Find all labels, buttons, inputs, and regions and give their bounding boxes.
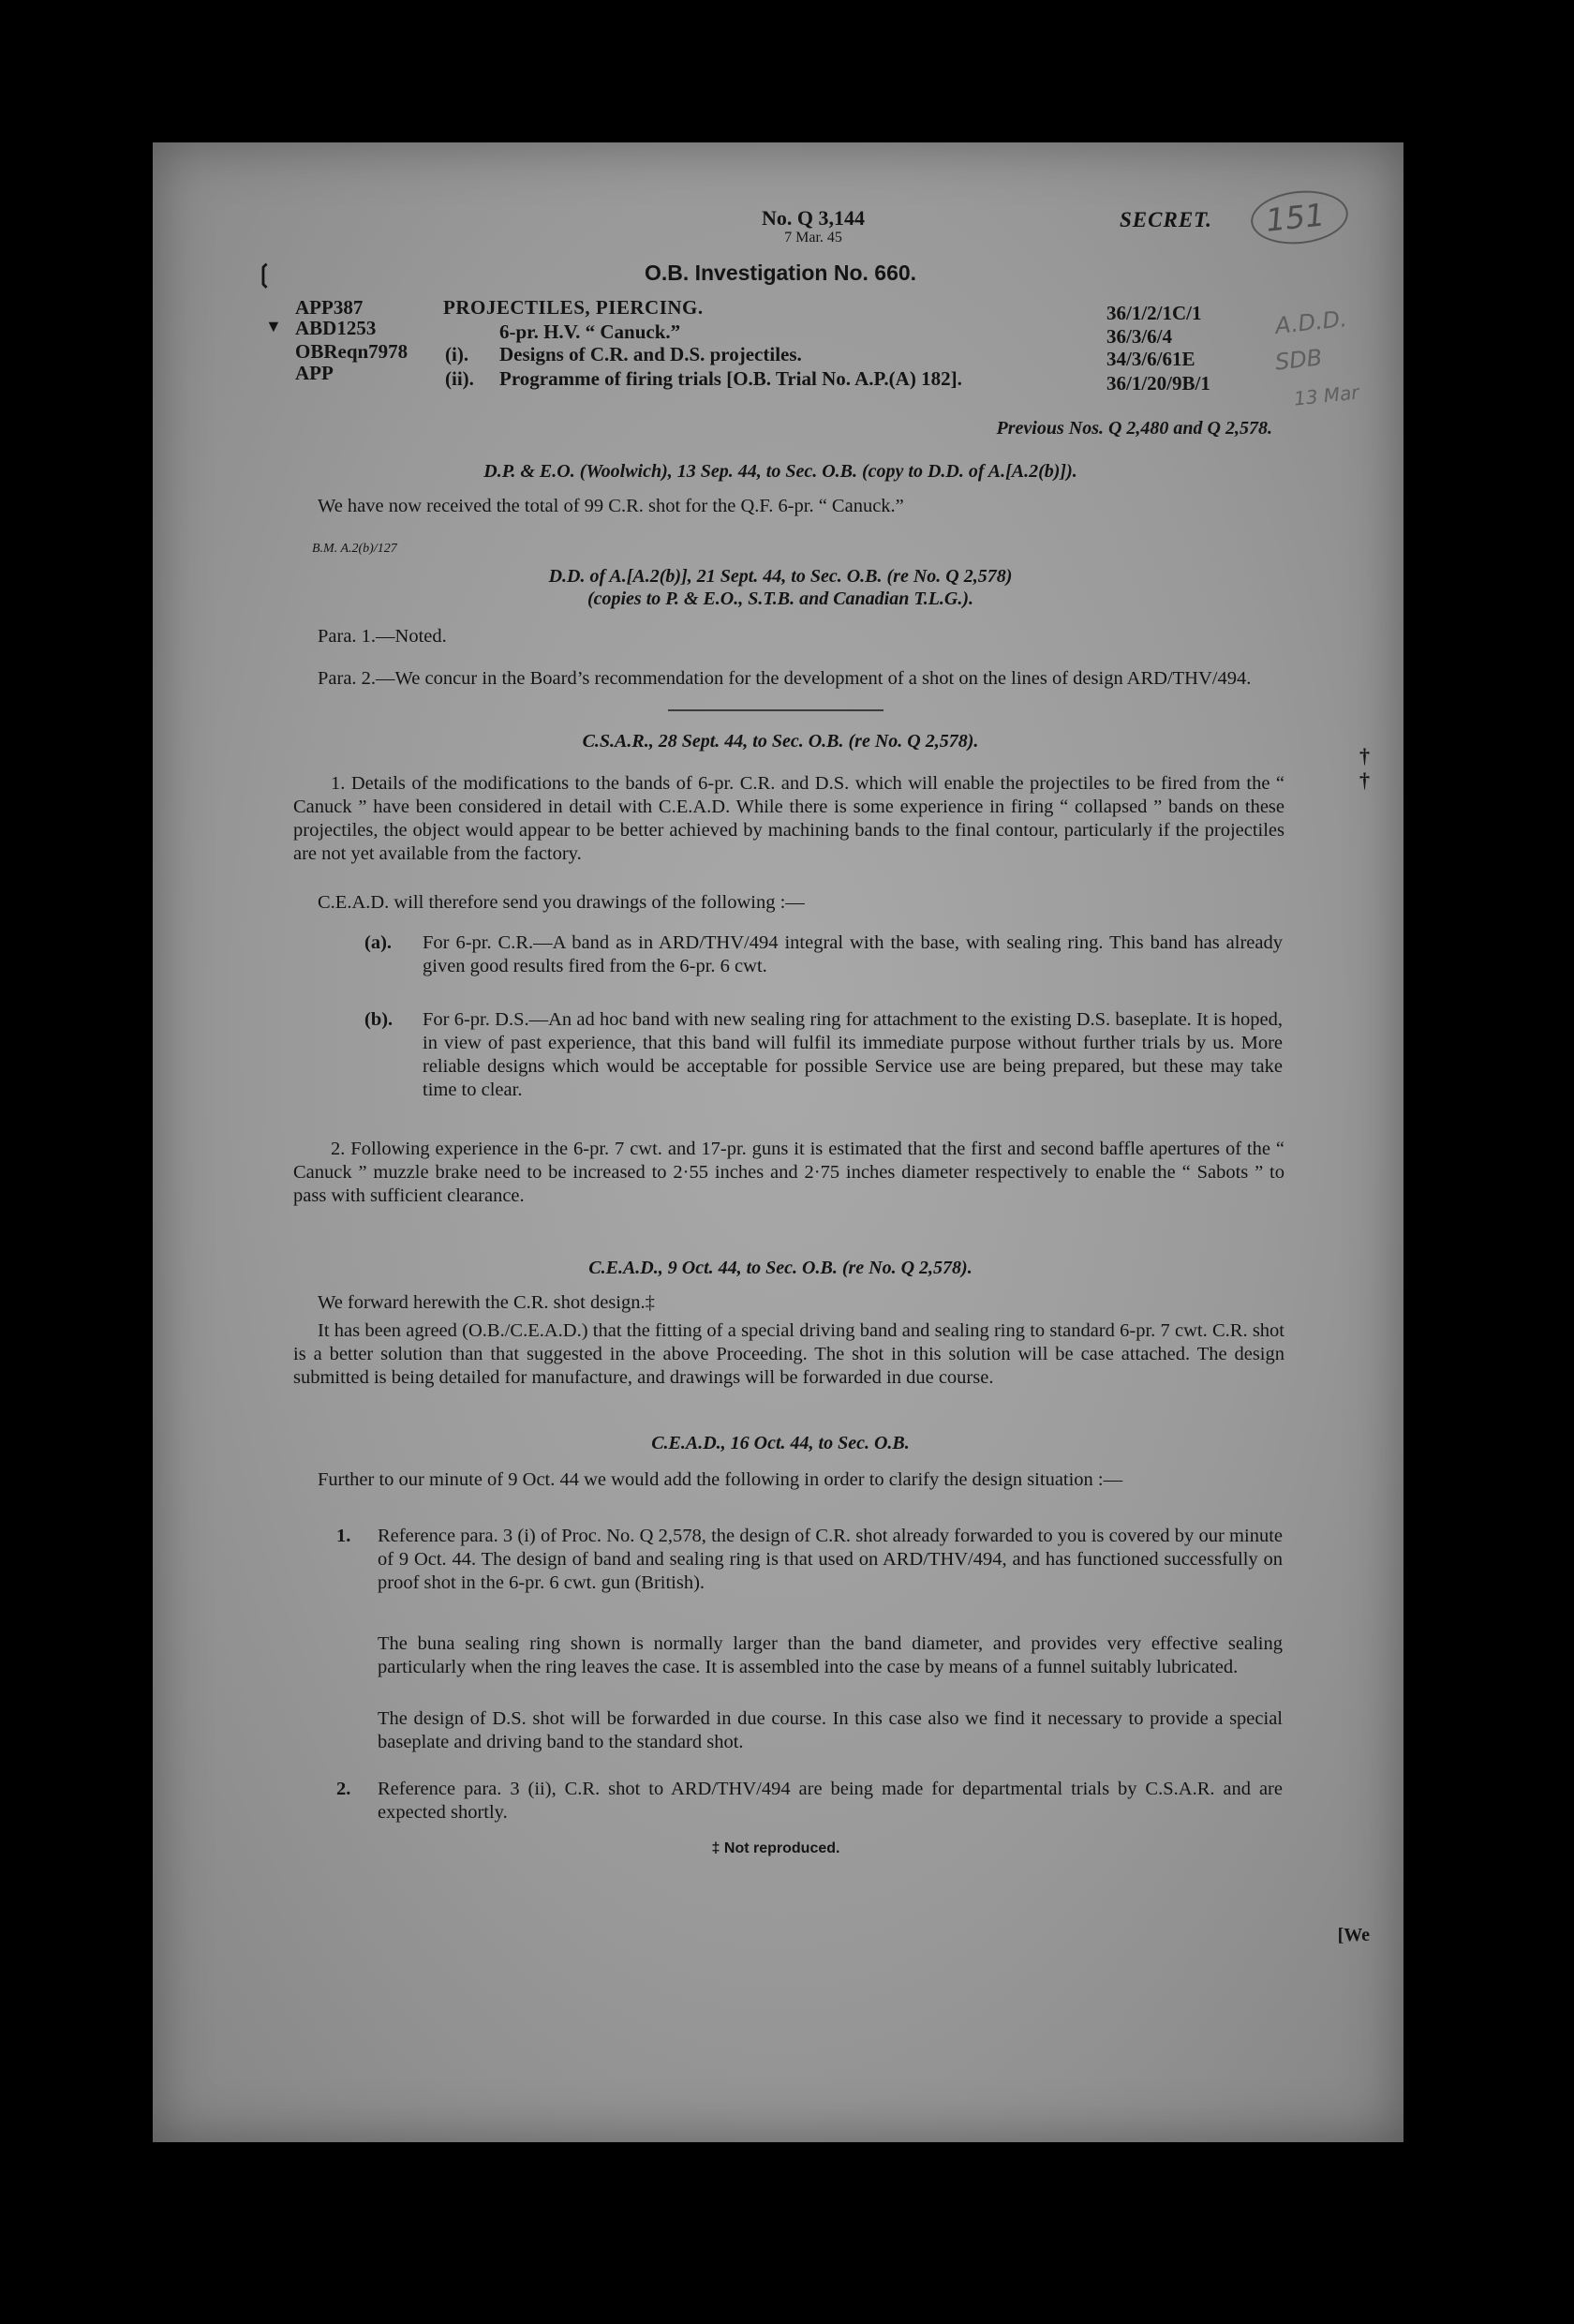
entry-heading: D.D. of A.[A.2(b)], 21 Sept. 44, to Sec. O.B. (re No. Q 2,578) — [548, 566, 1013, 587]
entry-paragraph: Para. 1.—Noted. — [318, 626, 447, 647]
index-ref: 36/1/2/1C/1 — [1106, 302, 1202, 324]
folio-number: 151 — [1264, 196, 1327, 239]
margin-note: A.D.D. — [1273, 305, 1348, 339]
index-code: APP387 — [295, 296, 364, 319]
entry-body: We have now received the total of 99 C.R. shot for the Q.F. 6-pr. “ Canuck.” — [318, 496, 904, 516]
index-subject: Programme of firing trials [O.B. Trial No. A.P.(A) 182]. — [499, 367, 962, 390]
list-label: (a). — [364, 932, 393, 953]
reference-mark: B.M. A.2(b)/127 — [312, 542, 397, 556]
index-subject: Designs of C.R. and D.S. projectiles. — [499, 343, 802, 365]
index-number: (ii). — [445, 367, 474, 390]
margin-mark: † — [1359, 768, 1370, 792]
list-item-paragraph: The buna sealing ring shown is normally larger than the band diameter, and provides very effective sealing particularly when the ring leaves the case. It is assembled into the case by means of a funnel suitably lubricated. — [378, 1633, 1283, 1677]
entry-heading: C.E.A.D., 16 Oct. 44, to Sec. O.B. — [651, 1433, 910, 1453]
index-subject: PROJECTILES, PIERCING. — [443, 296, 704, 319]
list-label: (b). — [364, 1009, 394, 1030]
index-code: APP — [295, 362, 334, 384]
entry-heading: D.P. & E.O. (Woolwich), 13 Sep. 44, to Sec. O.B. (copy to D.D. of A.[A.2(b)]). — [483, 461, 1077, 482]
section-divider — [668, 709, 884, 711]
classification-label: SECRET. — [1120, 208, 1212, 231]
entry-paragraph: We forward herewith the C.R. shot design.‡ — [318, 1292, 655, 1313]
index-number: (i). — [445, 343, 469, 365]
margin-mark: † — [1359, 744, 1370, 767]
folio-stamp — [1248, 186, 1350, 249]
entry-paragraph: 1. Details of the modifications to the bands of 6-pr. C.R. and D.S. which will enable the projectiles to be fired from the “ Canuck ” have been considered in detail with C.E.A.D. While there is some experience in firing “ collapsed ” bands on these projectiles, the object would appear to be better achieved by machining bands to the final contour, particularly if the projectiles are not yet available from the factory. — [293, 773, 1284, 864]
arrow-marker-icon: ▼ — [265, 317, 282, 335]
catchword: [We — [1337, 1925, 1370, 1945]
footnote: ‡ Not reproduced. — [711, 1840, 840, 1856]
margin-note: 13 Mar — [1292, 380, 1360, 410]
entry-paragraph: 2. Following experience in the 6-pr. 7 cwt. and 17-pr. guns it is estimated that the first and second baffle apertures of the “ Canuck ” muzzle brake need to be increased to 2·55 inches and 2·75 inches diameter respectively to enable the “ Sabots ” to pass with sufficient clearance. — [293, 1139, 1284, 1206]
list-item-paragraph: The design of D.S. shot will be forwarded in due course. In this case also we find it necessary to provide a special baseplate and driving band to the standard shot. — [378, 1708, 1283, 1752]
index-ref: 34/3/6/61E — [1106, 348, 1195, 370]
document-page — [153, 142, 1403, 2142]
entry-heading: C.S.A.R., 28 Sept. 44, to Sec. O.B. (re No. Q 2,578). — [582, 731, 979, 752]
index-code: ABD1253 — [295, 317, 377, 339]
list-item: For 6-pr. C.R.—A band as in ARD/THV/494 integral with the base, with sealing ring. This band has already given good results fired from the 6-pr. 6 cwt. — [423, 932, 1283, 976]
document-date: 7 Mar. 45 — [784, 230, 842, 246]
list-number: 2. — [336, 1779, 351, 1799]
list-item: For 6-pr. D.S.—An ad hoc band with new sealing ring for attachment to the existing D.S. baseplate. It is hoped, in view of past experience, that this band will fulfil its immediate purpose without further trials by us. More reliable designs which would be acceptable for possible Service use are being prepared, but these may take time to clear. — [423, 1009, 1283, 1100]
entry-paragraph: C.E.A.D. will therefore send you drawings of the following :— — [318, 892, 805, 913]
margin-note: SDB — [1273, 344, 1324, 376]
list-item: Reference para. 3 (i) of Proc. No. Q 2,578, the design of C.R. shot already forwarded to you is covered by our minute of 9 Oct. 44. The design of band and sealing ring is that used on ARD/THV/494, and has functioned successfully on proof shot in the 6-pr. 6 cwt. gun (British). — [378, 1526, 1283, 1593]
entry-paragraph: Para. 2.—We concur in the Board’s recommendation for the development of a shot on the lines of design ARD/THV/494. — [318, 668, 1252, 689]
document-number: No. Q 3,144 — [762, 206, 865, 230]
list-item: Reference para. 3 (ii), C.R. shot to ARD/THV/494 are being made for departmental trials by C.S.A.R. and are expected shortly. — [378, 1779, 1283, 1823]
previous-numbers: Previous Nos. Q 2,480 and Q 2,578. — [996, 418, 1272, 439]
entry-heading: C.E.A.D., 9 Oct. 44, to Sec. O.B. (re No. Q 2,578). — [588, 1258, 973, 1278]
list-number: 1. — [336, 1526, 351, 1546]
index-ref: 36/3/6/4 — [1106, 325, 1173, 348]
entry-heading-copies: (copies to P. & E.O., S.T.B. and Canadian T.L.G.). — [587, 588, 974, 609]
tick-mark: ❲ — [254, 261, 275, 288]
index-ref: 36/1/20/9B/1 — [1106, 372, 1210, 395]
entry-paragraph: It has been agreed (O.B./C.E.A.D.) that the fitting of a special driving band and sealing ring to standard 6-pr. 7 cwt. C.R. shot is a better solution than that suggested in the above Proceeding. The shot in this solution will be case attached. The design submitted is being detailed for manufacture, and drawings will be forwarded in due course. — [293, 1320, 1284, 1388]
entry-paragraph: Further to our minute of 9 Oct. 44 we would add the following in order to clarify the design situation :— — [318, 1469, 1123, 1490]
investigation-title: O.B. Investigation No. 660. — [644, 261, 917, 285]
index-code: OBReqn7978 — [295, 340, 408, 363]
index-subject: 6-pr. H.V. “ Canuck.” — [499, 320, 681, 343]
